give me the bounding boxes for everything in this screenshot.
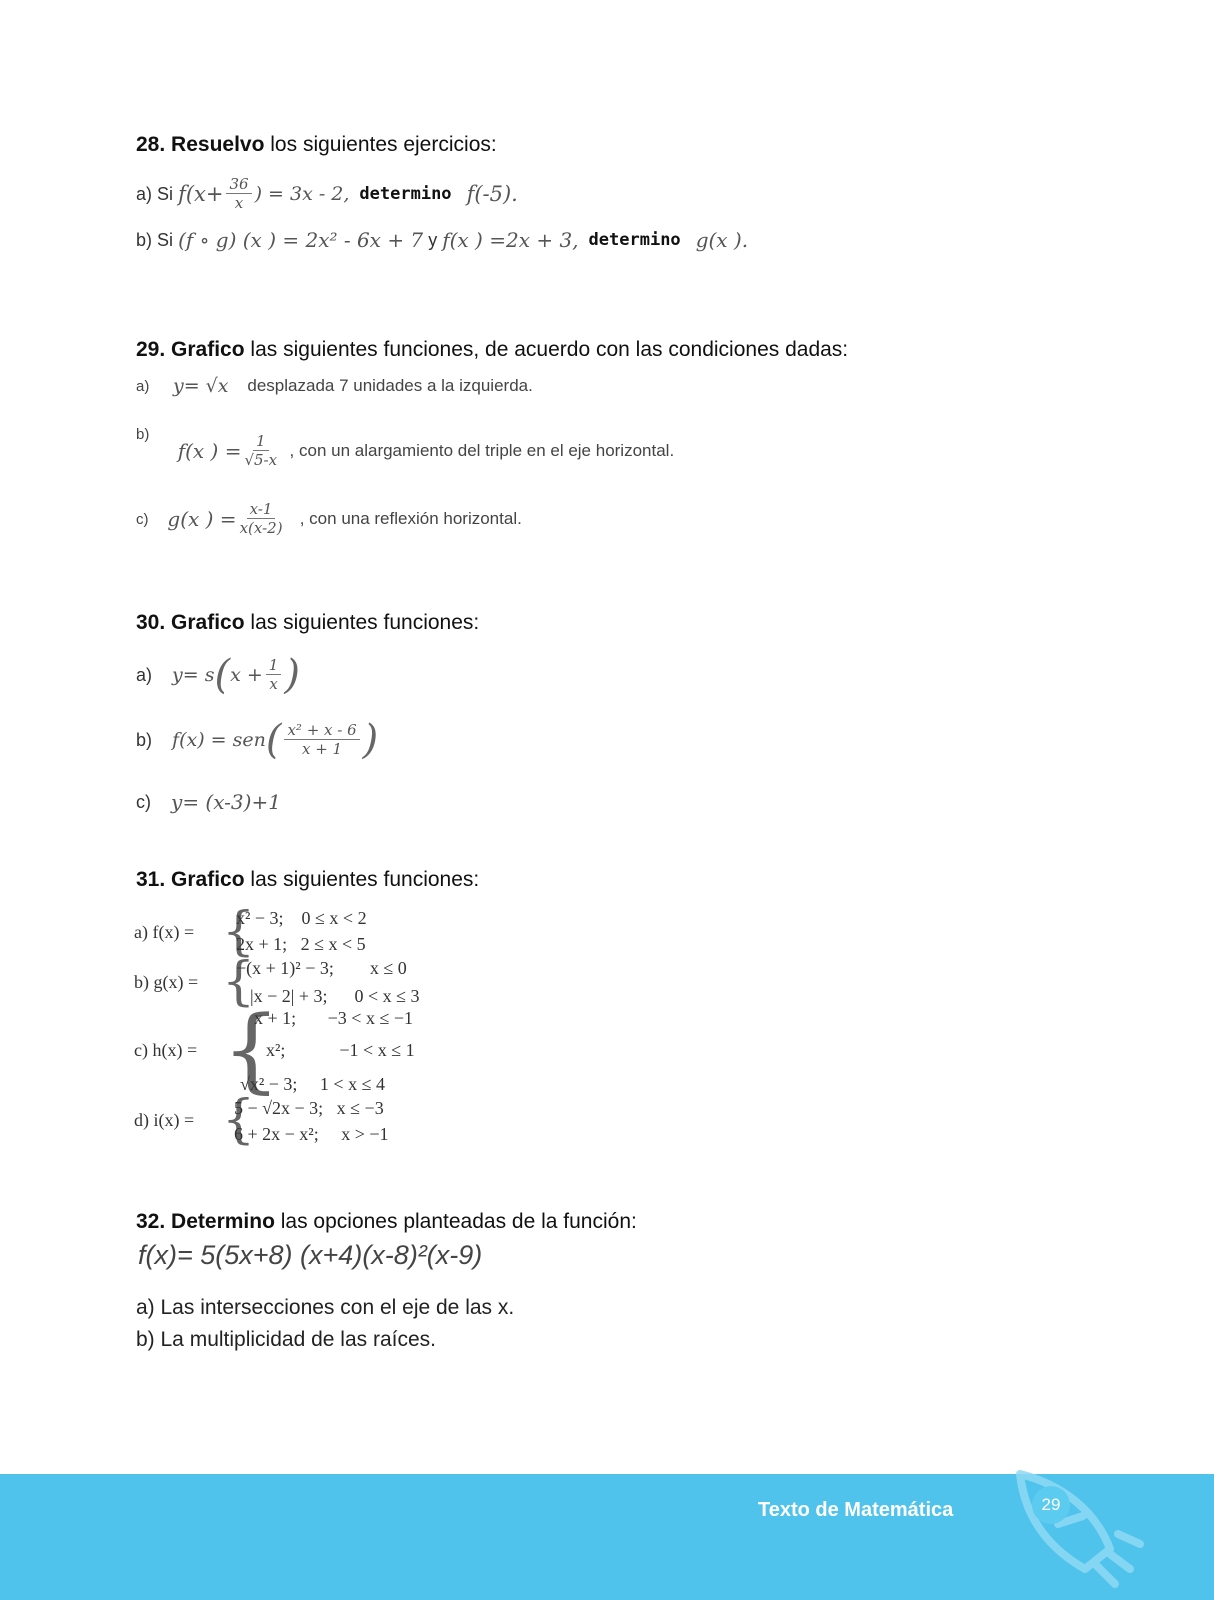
- ex30-item-c: c) y= (x-3)+1: [136, 790, 281, 814]
- ex32-item-a: a) Las intersecciones con el eje de las x.: [136, 1296, 515, 1319]
- ex28-instruction: los siguientes ejercicios:: [270, 133, 497, 156]
- footer-band: [0, 1474, 1214, 1600]
- ex31-c-lhs: c) h(x) =: [134, 1040, 198, 1060]
- ex31-b-brace: {: [222, 952, 256, 1012]
- ex29-item-a: a) y= √x desplazada 7 unidades a la izquierda.: [136, 375, 533, 397]
- ex28-heading: [136, 133, 497, 157]
- ex32-item-b: b) La multiplicidad de las raíces.: [136, 1328, 436, 1351]
- ex31-d-lhs: d) i(x) =: [134, 1110, 195, 1130]
- ex31-a-lhs: a) f(x) =: [134, 922, 195, 942]
- ex32-formula: f(x)= 5(5x+8) (x+4)(x-8)²(x-9): [138, 1240, 483, 1270]
- ex31-b-lhs: b) g(x) =: [134, 972, 199, 992]
- ex28-verb: Resuelvo: [171, 133, 265, 156]
- ex31-d-brace: {: [222, 1090, 256, 1150]
- ex31-c-brace: {: [222, 996, 281, 1103]
- ex30-b-fraction: $\frac{\text{x² + x - 6}}{x + 1}$: [284, 723, 359, 757]
- ex30-item-a: a) y= s ( x + $\frac{1}{x}$ ): [136, 652, 300, 698]
- ex32-heading: 32. Determino las opciones planteadas de la función:: [136, 1210, 637, 1233]
- rocket-icon: [1000, 1464, 1200, 1594]
- ex31-a-brace: {: [222, 902, 256, 962]
- ex29-b-fraction: $\frac{1}{√5-x}$: [244, 432, 278, 469]
- ex30-a-fraction: $\frac{1}{x}$: [266, 658, 282, 692]
- ex29-item-c: c) g(x ) = $\frac{x-1}{x(x-2)}$ , con una reflexión horizontal.: [136, 500, 522, 537]
- ex29-c-fraction: $\frac{x-1}{x(x-2)}$: [239, 500, 283, 537]
- ex30-item-b: b) f(x) = sen ( $\frac{\text{x² + x - 6}}{x + 1}$ ): [136, 717, 379, 763]
- footer-title: Texto de Matemática: [758, 1498, 954, 1521]
- page-number: 29: [1032, 1486, 1070, 1524]
- ex29-heading: 29. Grafico las siguientes funciones, de acuerdo con las condiciones dadas:: [136, 338, 849, 361]
- ex28-a-fraction: $\frac{36}{x}$: [226, 177, 251, 211]
- ex28-item-b: b) Si (f ∘ g) (x ) = 2x² - 6x + 7 y f(x ) =2x + 3, determino g(x ).: [136, 228, 749, 252]
- ex31-heading: 31. Grafico las siguientes funciones:: [136, 868, 480, 891]
- ex28-item-a: a) Si f(x+ $\frac{36}{x}$ ) = 3x - 2, determino f(-5).: [136, 175, 518, 212]
- ex28-number: 28.: [136, 133, 166, 156]
- ex30-heading: 30. Grafico las siguientes funciones:: [136, 611, 480, 634]
- ex29-item-b: b) f(x ) = $\frac{1}{√5-x}$ , con un alargamiento del triple en el eje horizontal.: [136, 426, 675, 469]
